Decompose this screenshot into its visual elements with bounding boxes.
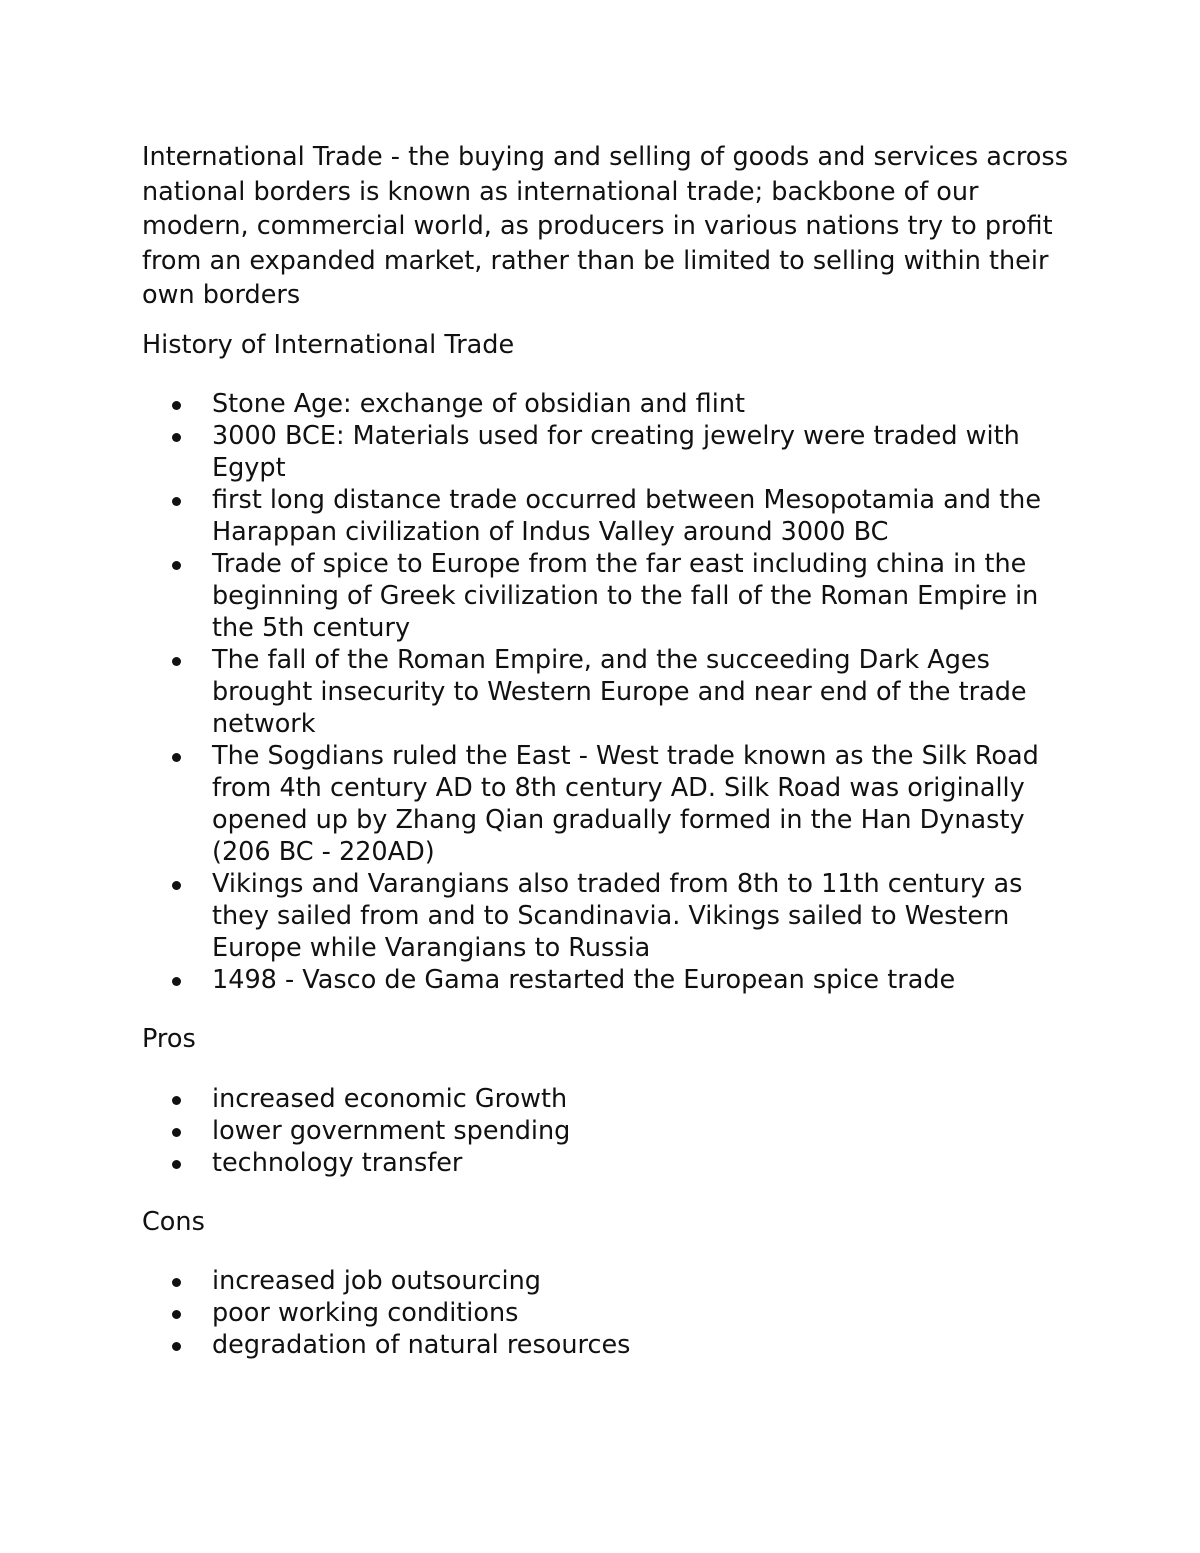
bullet-icon	[172, 1278, 181, 1287]
list-item: 3000 BCE: Materials used for creating jewelry were traded with Egypt	[212, 420, 1072, 484]
list-item: increased economic Growth	[212, 1083, 1072, 1115]
bullet-icon	[172, 401, 181, 410]
pros-heading: Pros	[142, 1024, 196, 1054]
bullet-icon	[172, 657, 181, 666]
bullet-icon	[172, 433, 181, 442]
list-item: increased job outsourcing	[212, 1265, 1072, 1297]
intro-paragraph: International Trade - the buying and selling of goods and services across national borders is known as international trade; backbone of our modern, commercial world, as producers in various nations try to profit from an expanded market, rather than be limited to selling within their own borders	[142, 142, 1068, 310]
bullet-icon	[172, 881, 181, 890]
list-item: technology transfer	[212, 1147, 1072, 1179]
bullet-icon	[172, 977, 181, 986]
pros-list	[142, 1083, 1072, 1179]
list-item: first long distance trade occurred between Mesopotamia and the Harappan civilization of Indus Valley around 3000 BC	[212, 484, 1072, 548]
list-item: The Sogdians ruled the East - West trade known as the Silk Road from 4th century AD to 8th century AD. Silk Road was originally opened up by Zhang Qian gradually formed in the Han Dynasty (206 BC - 220AD)	[212, 740, 1072, 868]
list-item: poor working conditions	[212, 1297, 1072, 1329]
bullet-icon	[172, 561, 181, 570]
cons-list	[142, 1265, 1072, 1361]
bullet-icon	[172, 1096, 181, 1105]
bullet-icon	[172, 497, 181, 506]
list-item: lower government spending	[212, 1115, 1072, 1147]
document-body	[142, 140, 1072, 1361]
list-item: Vikings and Varangians also traded from 8th to 11th century as they sailed from and to Scandinavia. Vikings sailed to Western Europe while Varangians to Russia	[212, 868, 1072, 964]
bullet-icon	[172, 1310, 181, 1319]
bullet-icon	[172, 1160, 181, 1169]
list-item: 1498 - Vasco de Gama restarted the European spice trade	[212, 964, 1072, 996]
cons-heading: Cons	[142, 1206, 205, 1237]
history-heading: History of International Trade	[142, 329, 515, 360]
bullet-icon	[172, 753, 181, 762]
list-item: Stone Age: exchange of obsidian and flint	[212, 388, 1072, 420]
list-item: The fall of the Roman Empire, and the succeeding Dark Ages brought insecurity to Western Europe and near end of the trade network	[212, 644, 1072, 740]
history-list	[142, 388, 1072, 996]
list-item: Trade of spice to Europe from the far east including china in the beginning of Greek civilization to the fall of the Roman Empire in the 5th century	[212, 548, 1072, 644]
bullet-icon	[172, 1342, 181, 1351]
list-item: degradation of natural resources	[212, 1329, 1072, 1361]
bullet-icon	[172, 1128, 181, 1137]
